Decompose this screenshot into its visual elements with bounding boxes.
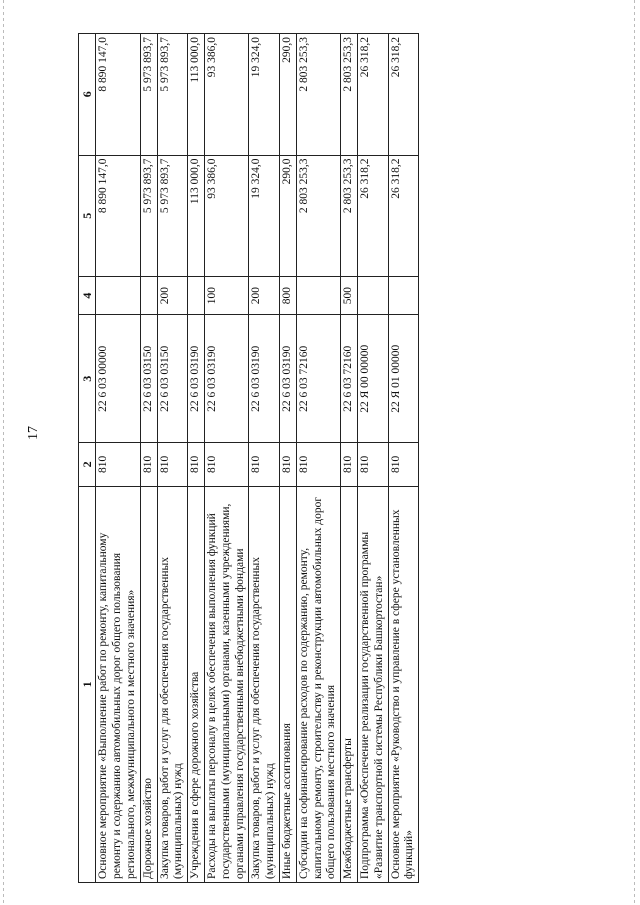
cell-target-article: 22 Я 00 00000	[357, 315, 388, 443]
column-header: 2	[79, 443, 96, 486]
cell-target-article: 22 6 03 03190	[249, 315, 280, 443]
table-row	[249, 34, 280, 883]
cell-target-article: 22 6 03 03150	[157, 315, 188, 443]
table-row	[279, 34, 296, 883]
cell-amount: 93 386,0	[204, 155, 248, 276]
cell-expense-type: 500	[341, 276, 358, 314]
column-header: 1	[79, 486, 96, 882]
cell-amount: 5 973 893,7	[140, 155, 157, 276]
cell-amount: 5 973 893,7	[157, 34, 188, 156]
cell-ministry-code: 810	[388, 443, 419, 486]
cell-description: Дорожное хозяйство	[140, 486, 157, 882]
column-header: 5	[79, 155, 96, 276]
cell-description: Межбюджетные трансферты	[341, 486, 358, 882]
cell-amount: 2 803 253,3	[296, 34, 340, 156]
cell-expense-type: 200	[157, 276, 188, 314]
cell-ministry-code: 810	[96, 443, 140, 486]
table-header-row	[79, 34, 96, 883]
table-row	[96, 34, 140, 883]
cell-target-article: 22 6 03 03190	[188, 315, 205, 443]
cell-target-article: 22 6 03 03190	[204, 315, 248, 443]
column-header: 6	[79, 34, 96, 156]
cell-amount: 5 973 893,7	[140, 34, 157, 156]
cell-amount: 2 803 253,3	[296, 155, 340, 276]
page-number: 17	[26, 426, 41, 440]
cell-amount: 113 000,0	[188, 155, 205, 276]
cell-ministry-code: 810	[249, 443, 280, 486]
cell-target-article: 22 6 03 03150	[140, 315, 157, 443]
cell-expense-type	[357, 276, 388, 314]
cell-ministry-code: 810	[296, 443, 340, 486]
cell-amount: 8 890 147,0	[96, 34, 140, 156]
cell-amount: 26 318,2	[388, 155, 419, 276]
cell-description: Учреждения в сфере дорожного хозяйства	[188, 486, 205, 882]
cell-target-article: 22 6 03 03190	[279, 315, 296, 443]
table-row	[204, 34, 248, 883]
column-header: 4	[79, 276, 96, 314]
table-row	[296, 34, 340, 883]
cell-description: Субсидии на софинансирование расходов по содержанию, ремонту, капитальному ремонту, строительству и реконструкции автомобильных дорог общего пользования местного значения	[296, 486, 340, 882]
cell-amount: 26 318,2	[357, 155, 388, 276]
cell-amount: 5 973 893,7	[157, 155, 188, 276]
cell-amount: 26 318,2	[357, 34, 388, 156]
cell-expense-type	[96, 276, 140, 314]
table-row	[140, 34, 157, 883]
cell-ministry-code: 810	[357, 443, 388, 486]
rotated-table-container	[78, 33, 478, 883]
table-row	[188, 34, 205, 883]
cell-target-article: 22 6 03 72160	[296, 315, 340, 443]
cell-description: Закупка товаров, работ и услуг для обеспечения государственных (муниципальных) нужд	[157, 486, 188, 882]
cell-target-article: 22 6 03 72160	[341, 315, 358, 443]
cell-description: Подпрограмма «Обеспечение реализации государственной программы «Развитие транспортной системы Республики Башкортостан»	[357, 486, 388, 882]
cell-expense-type: 200	[249, 276, 280, 314]
cell-ministry-code: 810	[279, 443, 296, 486]
right-edge-line	[634, 0, 635, 905]
cell-amount: 2 803 253,3	[341, 155, 358, 276]
cell-expense-type: 100	[204, 276, 248, 314]
cell-description: Иные бюджетные ассигнования	[279, 486, 296, 882]
cell-expense-type	[296, 276, 340, 314]
cell-amount: 290,0	[279, 155, 296, 276]
cell-description: Расходы на выплаты персоналу в целях обеспечения выполнения функций государственными (муниципальными) органами, казенными учреждениями, органами управления государственными внебюджетными фондами	[204, 486, 248, 882]
cell-amount: 19 324,0	[249, 155, 280, 276]
cell-expense-type	[140, 276, 157, 314]
cell-expense-type	[188, 276, 205, 314]
cell-ministry-code: 810	[140, 443, 157, 486]
cell-amount: 19 324,0	[249, 34, 280, 156]
cell-ministry-code: 810	[341, 443, 358, 486]
cell-amount: 8 890 147,0	[96, 155, 140, 276]
cell-amount: 26 318,2	[388, 34, 419, 156]
cell-description: Основное мероприятие «Руководство и управление в сфере установленных функций»	[388, 486, 419, 882]
cell-ministry-code: 810	[157, 443, 188, 486]
column-header: 3	[79, 315, 96, 443]
cell-amount: 2 803 253,3	[341, 34, 358, 156]
table-row	[157, 34, 188, 883]
cell-amount: 290,0	[279, 34, 296, 156]
table-row	[341, 34, 358, 883]
cell-target-article: 22 Я 01 00000	[388, 315, 419, 443]
cell-target-article: 22 6 03 00000	[96, 315, 140, 443]
table-row	[388, 34, 419, 883]
cell-description: Закупка товаров, работ и услуг для обеспечения государственных (муниципальных) нужд	[249, 486, 280, 882]
cell-expense-type: 800	[279, 276, 296, 314]
cell-description: Основное мероприятие «Выполнение работ по ремонту, капитальному ремонту и содержанию автомобильных дорог общего пользования регионального, межмуниципального и местного значения»	[96, 486, 140, 882]
budget-table	[78, 33, 419, 883]
cell-ministry-code: 810	[204, 443, 248, 486]
cell-amount: 113 000,0	[188, 34, 205, 156]
table-row	[357, 34, 388, 883]
cell-amount: 93 386,0	[204, 34, 248, 156]
left-edge-line	[3, 0, 4, 905]
cell-ministry-code: 810	[188, 443, 205, 486]
cell-expense-type	[388, 276, 419, 314]
